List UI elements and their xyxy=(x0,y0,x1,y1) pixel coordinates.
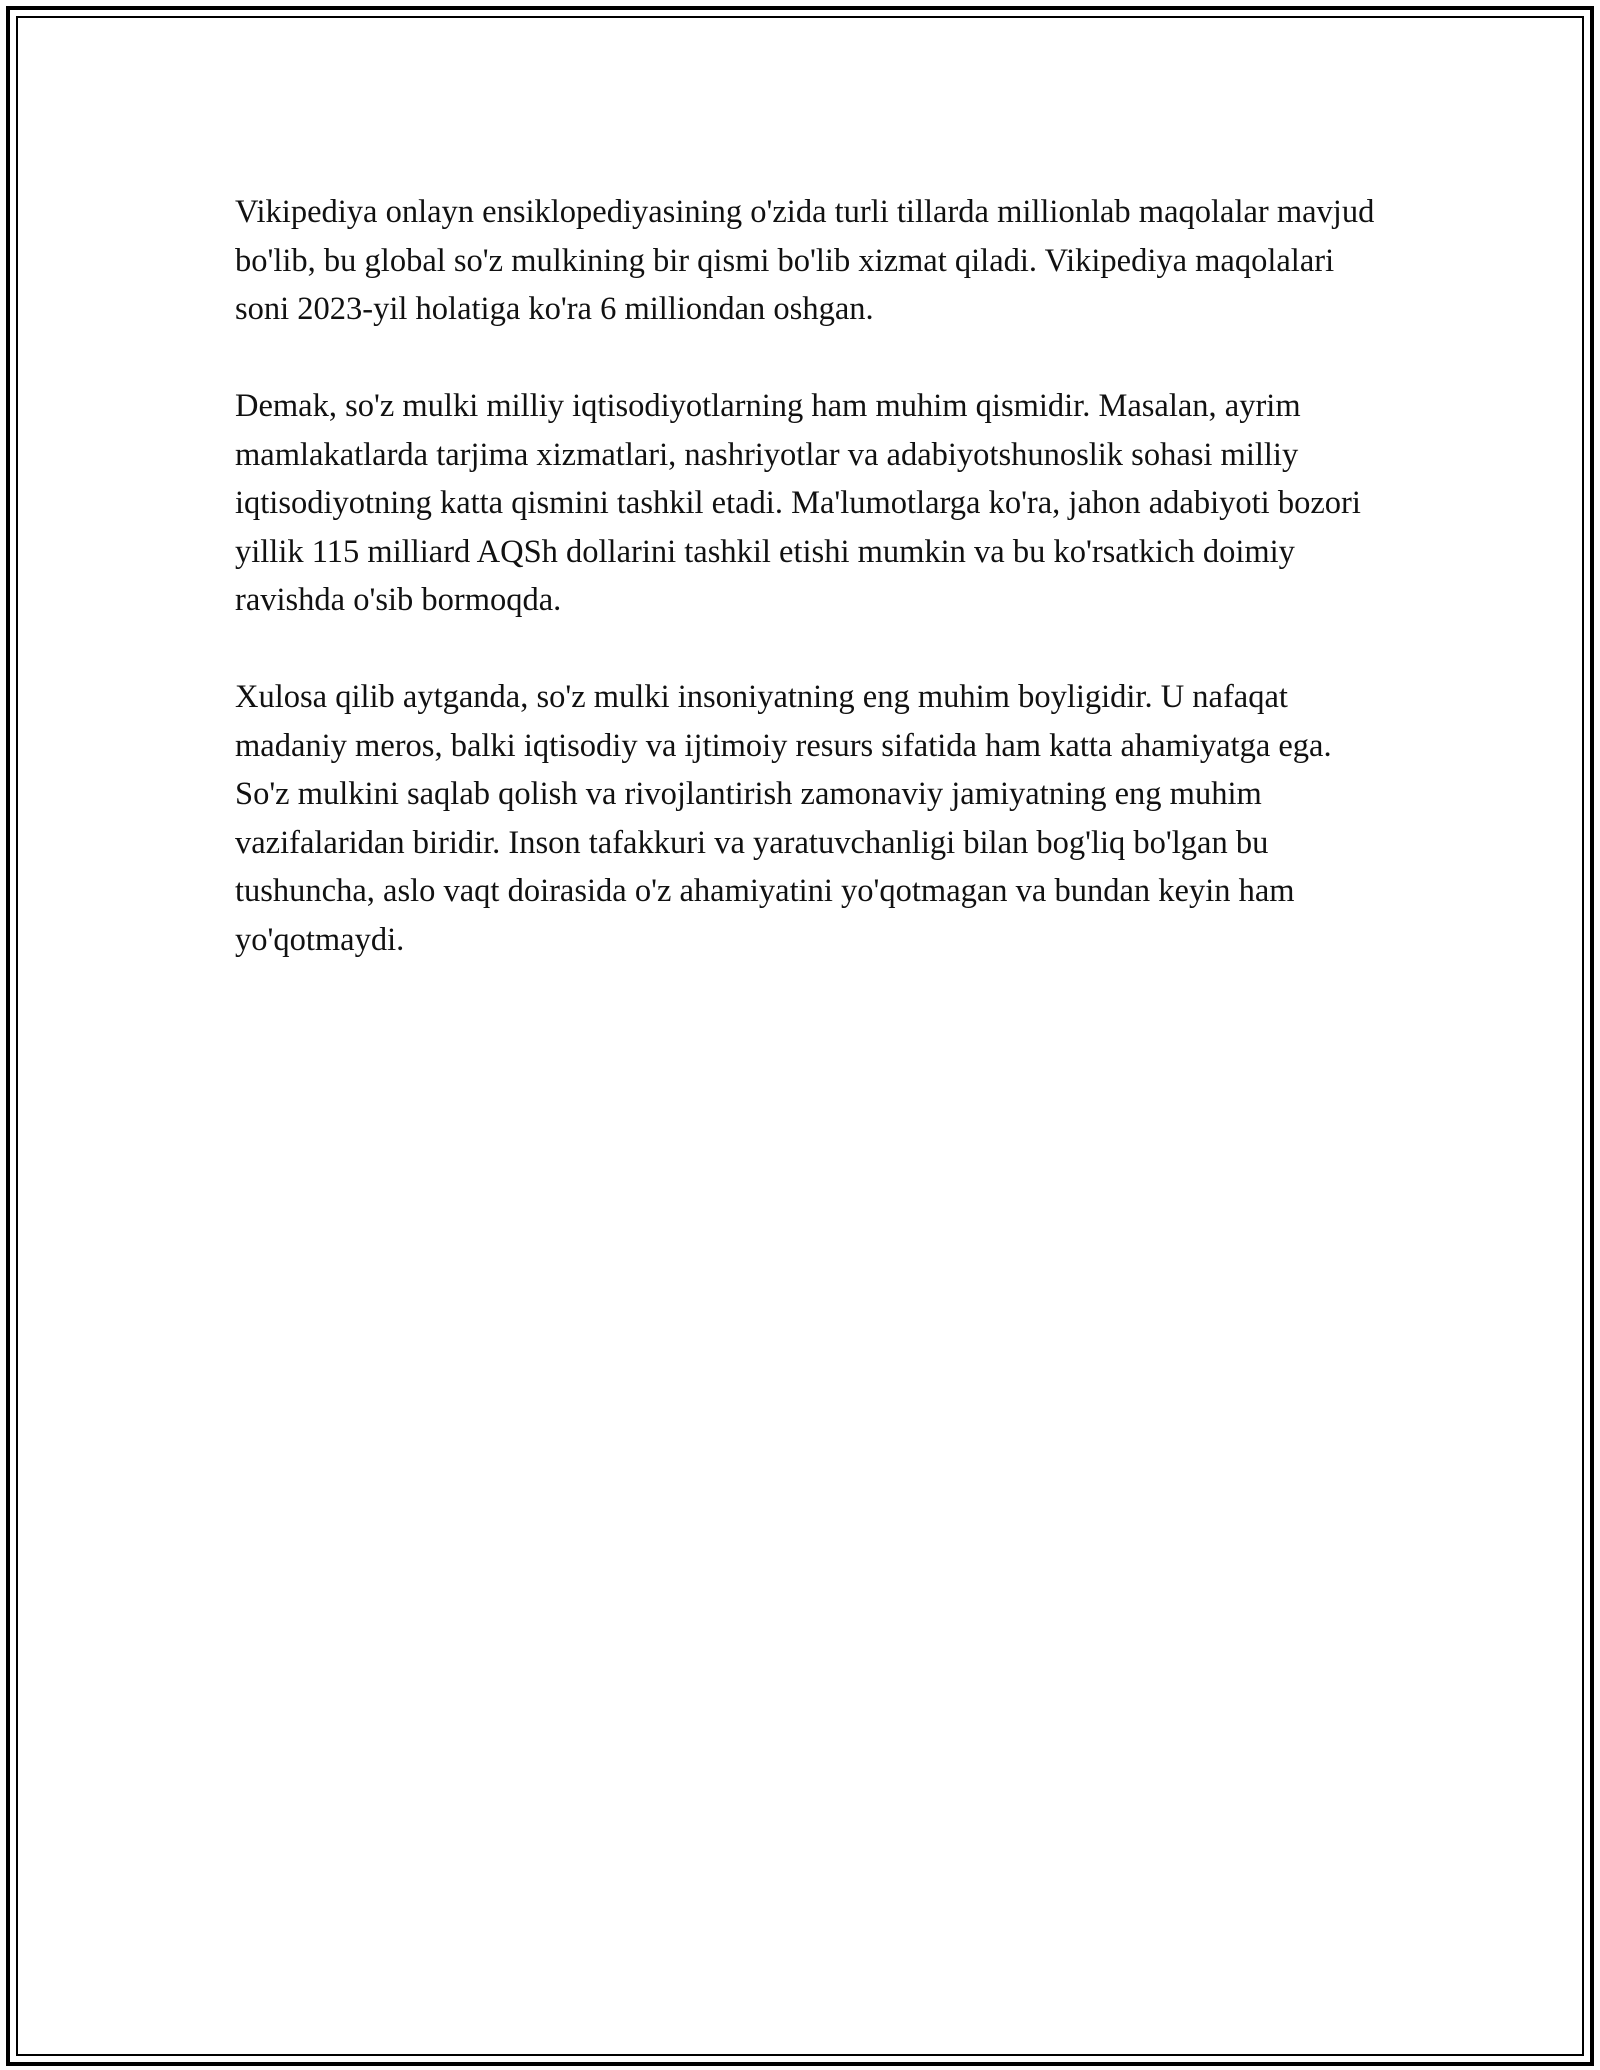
paragraph-1: Vikipediya onlayn ensiklopediyasining o'zida turli tillarda millionlab maqolalar mavjud bo'lib, bu global so'z mulkining bir qismi bo'lib xizmat qiladi. Vikipediya maqolalari soni 2023-yil holatiga ko'ra 6 milliondan oshgan. xyxy=(235,194,1375,327)
document-body xyxy=(235,188,1385,1013)
paragraph-3: Xulosa qilib aytganda, so'z mulki insoniyatning eng muhim boyligidir. U nafaqat madaniy meros, balki iqtisodiy va ijtimoiy resurs sifatida ham katta ahamiyatga ega. So'z mulkini saqlab qolish va rivojlantirish zamonaviy jamiyatning eng muhim vazifalaridan biridir. Inson tafakkuri va yaratuvchanligi bilan bog'liq bo'lgan bu tushuncha, aslo vaqt doirasida o'z ahamiyatini yo'qotmagan va bundan keyin ham yo'qotmaydi. xyxy=(235,679,1332,958)
paragraph-2: Demak, so'z mulki milliy iqtisodiyotlarning ham muhim qismidir. Masalan, ayrim mamlakatlarda tarjima xizmatlari, nashriyotlar va adabiyotshunoslik sohasi milliy iqtisodiyotning katta qismini tashkil etadi. Ma'lumotlarga ko'ra, jahon adabiyoti bozori yillik 115 milliard AQSh dollarini tashkil etishi mumkin va bu ko'rsatkich doimiy ravishda o'sib bormoqda. xyxy=(235,388,1361,618)
